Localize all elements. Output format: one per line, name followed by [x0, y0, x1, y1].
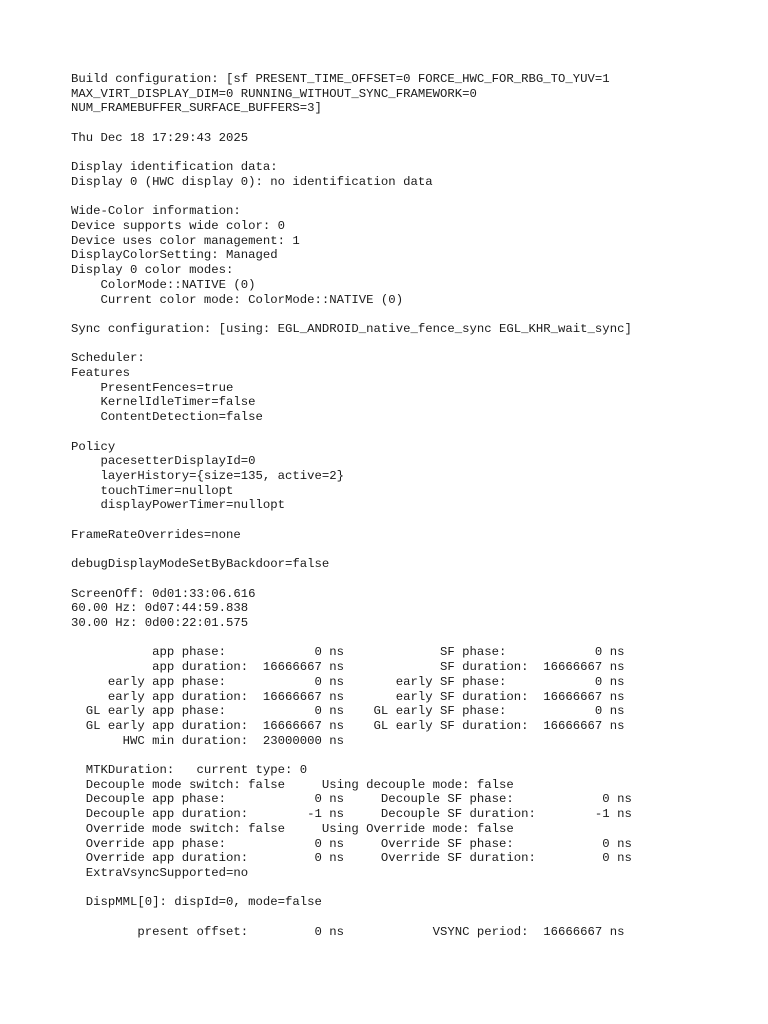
text-line: Display 0 (HWC display 0): no identification data	[71, 174, 433, 189]
text-line: ColorMode::NATIVE (0)	[71, 277, 256, 292]
text-line: displayPowerTimer=nullopt	[71, 498, 286, 513]
text-line: GL early app phase: 0 ns GL early SF phase: 0 ns	[71, 704, 625, 719]
text-line: DisplayColorSetting: Managed	[71, 248, 278, 263]
text-line: MAX_VIRT_DISPLAY_DIM=0 RUNNING_WITHOUT_SYNC_FRAMEWORK=0	[71, 86, 477, 101]
text-line: app duration: 16666667 ns SF duration: 16666667 ns	[71, 660, 625, 675]
text-line: Device supports wide color: 0	[71, 219, 286, 234]
text-line: Override app phase: 0 ns Override SF phase: 0 ns	[71, 836, 632, 851]
text-line: pacesetterDisplayId=0	[71, 454, 256, 469]
text-line: layerHistory={size=135, active=2}	[71, 468, 345, 483]
text-line: PresentFences=true	[71, 380, 234, 395]
text-line: Override mode switch: false Using Override mode: false	[71, 821, 514, 836]
text-line: 30.00 Hz: 0d00:22:01.575	[71, 616, 249, 631]
text-line: 60.00 Hz: 0d07:44:59.838	[71, 601, 249, 616]
text-line: Features	[71, 366, 131, 381]
text-line: Policy	[71, 439, 116, 454]
text-line: ScreenOff: 0d01:33:06.616	[71, 586, 256, 601]
text-line: early app duration: 16666667 ns early SF duration: 16666667 ns	[71, 689, 625, 704]
text-line: ExtraVsyncSupported=no	[71, 865, 249, 880]
text-line: MTKDuration: current type: 0	[71, 763, 308, 778]
text-line: debugDisplayModeSetByBackdoor=false	[71, 557, 330, 572]
text-line: Display 0 color modes:	[71, 263, 234, 278]
text-line: app phase: 0 ns SF phase: 0 ns	[71, 645, 625, 660]
text-line: Decouple app duration: -1 ns Decouple SF duration: -1 ns	[71, 807, 632, 822]
text-line: Current color mode: ColorMode::NATIVE (0)	[71, 292, 404, 307]
text-line: GL early app duration: 16666667 ns GL early SF duration: 16666667 ns	[71, 718, 625, 733]
text-line: Thu Dec 18 17:29:43 2025	[71, 130, 249, 145]
text-line: Override app duration: 0 ns Override SF duration: 0 ns	[71, 851, 632, 866]
text-line: Wide-Color information:	[71, 204, 241, 219]
text-line: DispMML[0]: dispId=0, mode=false	[71, 895, 322, 910]
text-line: HWC min duration: 23000000 ns	[71, 733, 345, 748]
text-line: Display identification data:	[71, 160, 278, 175]
surfaceflinger-dump-text	[71, 72, 761, 939]
text-line: touchTimer=nullopt	[71, 483, 234, 498]
text-line: Decouple mode switch: false Using decouple mode: false	[71, 777, 514, 792]
text-line: present offset: 0 ns VSYNC period: 16666667 ns	[71, 924, 625, 939]
text-line: Scheduler:	[71, 351, 145, 366]
text-line: Sync configuration: [using: EGL_ANDROID_native_fence_sync EGL_KHR_wait_sync]	[71, 321, 632, 336]
document-page	[71, 72, 761, 939]
text-line: NUM_FRAMEBUFFER_SURFACE_BUFFERS=3]	[71, 101, 322, 116]
text-line: Decouple app phase: 0 ns Decouple SF phase: 0 ns	[71, 792, 632, 807]
text-line: KernelIdleTimer=false	[71, 395, 256, 410]
text-line: Device uses color management: 1	[71, 233, 300, 248]
text-line: early app phase: 0 ns early SF phase: 0 ns	[71, 674, 625, 689]
text-line: FrameRateOverrides=none	[71, 527, 241, 542]
text-line: ContentDetection=false	[71, 410, 263, 425]
text-line: Build configuration: [sf PRESENT_TIME_OFFSET=0 FORCE_HWC_FOR_RBG_TO_YUV=1	[71, 72, 610, 86]
